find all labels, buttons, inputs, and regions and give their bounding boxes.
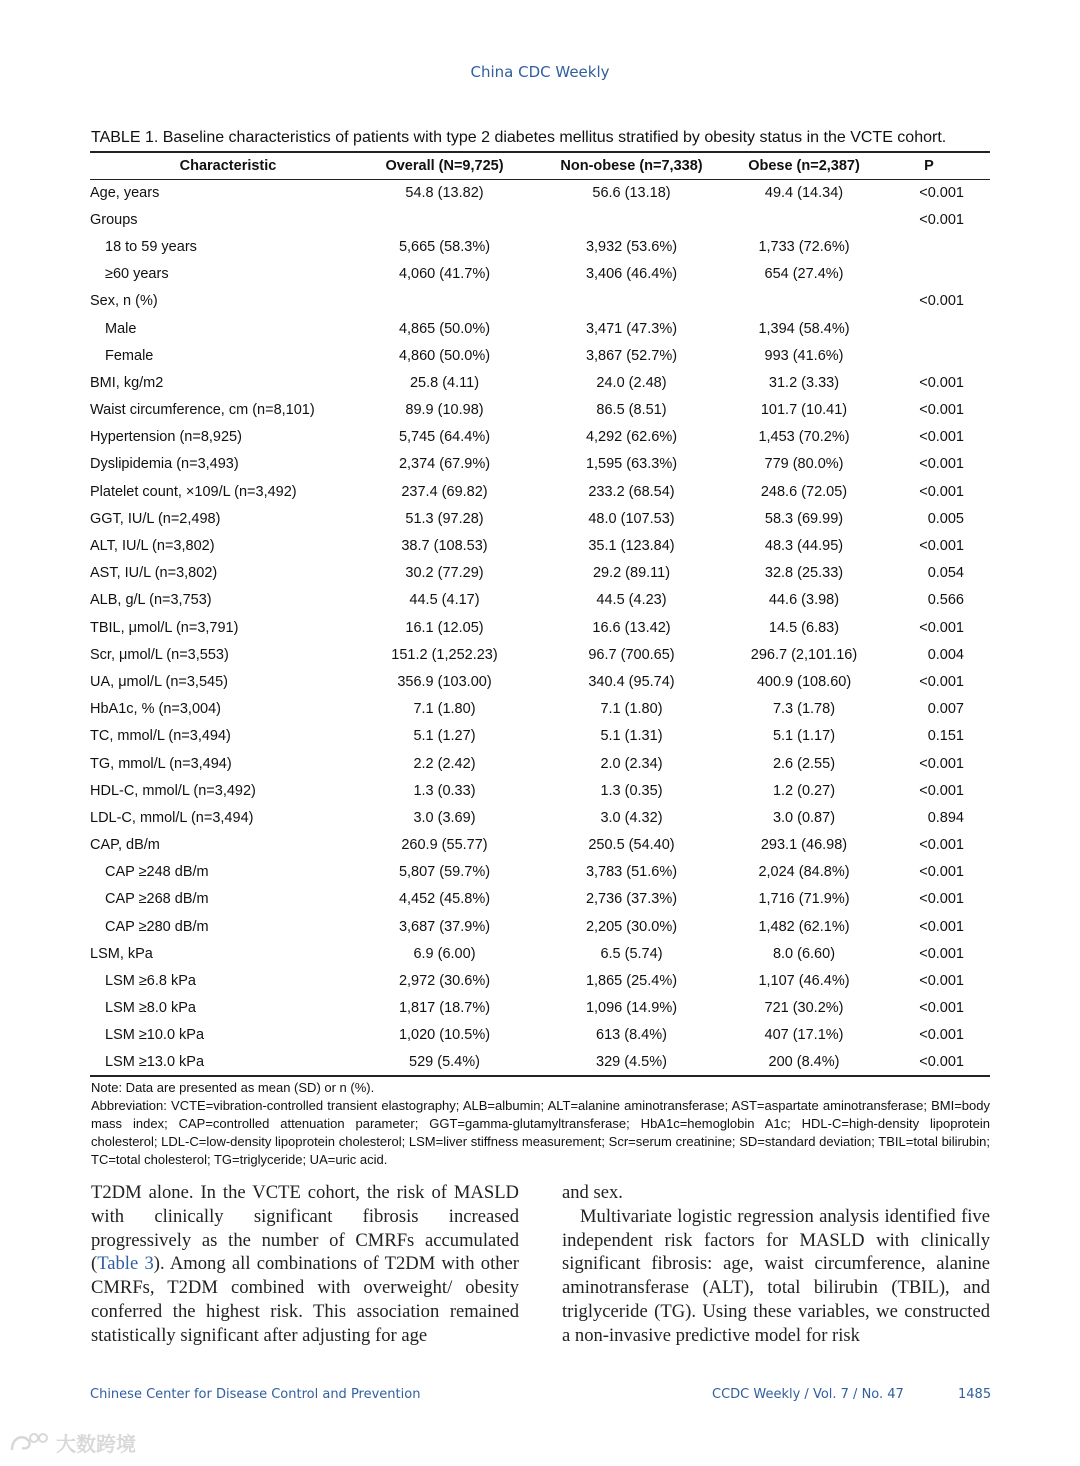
p-value-cell: 0.004 <box>927 646 964 663</box>
table-row <box>90 342 990 369</box>
non-obese-cell: 1,096 (14.9%) <box>585 1000 678 1017</box>
obese-cell: 49.4 (14.34) <box>764 184 844 201</box>
row-label: Groups <box>90 211 138 228</box>
row-label: LSM ≥10.0 kPa <box>105 1027 205 1044</box>
col-header-obese: Obese (n=2,387) <box>740 152 868 179</box>
row-label: LSM ≥13.0 kPa <box>90 1049 366 1076</box>
row-label: LDL-C, mmol/L (n=3,494) <box>90 809 254 826</box>
overall-cell: 2,972 (30.6%) <box>398 973 491 990</box>
overall-cell: 237.4 (69.82) <box>401 483 488 500</box>
body-paragraph-left <box>91 1181 519 1348</box>
overall-cell: 1.3 (0.33) <box>413 782 476 799</box>
row-label: TBIL, μmol/L (n=3,791) <box>90 619 239 636</box>
table-row <box>90 777 990 804</box>
table-row <box>90 967 990 994</box>
table-row <box>90 179 990 206</box>
overall-cell: 2,374 (67.9%) <box>398 456 491 473</box>
non-obese-cell: 3,932 (53.6%) <box>585 238 678 255</box>
row-label: AST, IU/L (n=3,802) <box>90 565 218 582</box>
p-value-cell: 0.054 <box>927 565 964 582</box>
p-value-cell: 0.005 <box>927 510 964 527</box>
table-row <box>90 940 990 967</box>
row-label: HDL-C, mmol/L (n=3,492) <box>90 782 256 799</box>
obese-cell: 7.3 (1.78) <box>772 701 836 718</box>
overall-cell: 4,452 (45.8%) <box>398 891 491 908</box>
table-row <box>90 614 990 641</box>
overall-cell: 3.0 (3.69) <box>413 809 476 826</box>
row-label: Sex, n (%) <box>90 293 158 310</box>
row-label: CAP, dB/m <box>90 837 160 854</box>
body-paragraph: Multivariate logistic regression analysis identified five independent risk factors for MASLD with clinically significant fibrosis: age, waist circumference, alanine aminotransferase (ALT), total bilirubin (TBIL), and triglyceride (TG). Using these variables, we constructed a non-invasive predictive model for risk <box>562 1205 990 1346</box>
p-value-cell: <0.001 <box>919 429 964 446</box>
p-value-cell: <0.001 <box>919 945 964 962</box>
table-row <box>90 696 990 723</box>
table-notes <box>91 1079 990 1169</box>
obese-cell: 44.6 (3.98) <box>768 592 840 609</box>
obese-cell: 1,716 (71.9%) <box>758 891 850 908</box>
table-row <box>90 750 990 777</box>
obese-cell: 296.7 (2,101.16) <box>750 646 858 663</box>
table-row <box>90 288 990 315</box>
overall-cell: 5,665 (58.3%) <box>398 238 491 255</box>
table-row <box>90 587 990 614</box>
row-label: LSM ≥6.8 kPa <box>105 973 196 990</box>
non-obese-cell: 3,471 (47.3%) <box>585 320 678 337</box>
non-obese-cell: 7.1 (1.80) <box>600 701 663 718</box>
body-column-left <box>91 1181 519 1348</box>
table-header-row <box>90 152 990 179</box>
non-obese-cell: 29.2 (89.11) <box>592 565 671 582</box>
body-column-right <box>562 1181 990 1348</box>
overall-cell: 25.8 (4.11) <box>409 374 480 391</box>
non-obese-cell: 35.1 (123.84) <box>588 538 675 555</box>
obese-cell: 48.3 (44.95) <box>764 538 844 555</box>
non-obese-cell: 6.5 (5.74) <box>600 945 663 962</box>
obese-cell <box>740 288 868 315</box>
obese-cell: 5.1 (1.17) <box>772 728 836 745</box>
overall-cell: 4,865 (50.0%) <box>398 320 491 337</box>
row-label: ≥60 years <box>105 266 169 283</box>
p-value-cell <box>868 342 990 369</box>
p-value-cell: <0.001 <box>919 211 964 228</box>
table-row <box>90 560 990 587</box>
table-abbreviation: Abbreviation: VCTE=vibration-controlled transient elastography; ALB=albumin; ALT=alanine aminotransferase; AST=aspartate aminotransferase; BMI=body mass index; CAP=controlled attenuation parameter; GGT=gamma-glutamyltransferase; HbA1c=hemoglobin A1c; HDL-C=high-density lipoprotein cholesterol; LDL-C=low-density lipoprotein cholesterol; LSM=liver stiffness measurement; Scr=serum creatinine; SD=standard deviation; TBIL=total bilirubin; TC=total cholesterol; TG=triglyceride; UA=uric acid. <box>91 1098 990 1167</box>
overall-cell: 1,817 (18.7%) <box>398 1000 491 1017</box>
table-row <box>90 1022 990 1049</box>
row-label: Male <box>105 320 137 337</box>
non-obese-cell: 1,595 (63.3%) <box>585 456 678 473</box>
p-value-cell: <0.001 <box>919 619 964 636</box>
table-row <box>90 886 990 913</box>
row-label: GGT, IU/L (n=2,498) <box>90 510 221 527</box>
non-obese-cell: 44.5 (4.23) <box>596 592 667 609</box>
non-obese-cell <box>523 288 740 315</box>
obese-cell: 200 (8.4%) <box>740 1049 868 1076</box>
overall-cell: 5,745 (64.4%) <box>398 429 491 446</box>
table-row <box>90 261 990 288</box>
row-label: TC, mmol/L (n=3,494) <box>90 728 231 745</box>
table-row <box>90 668 990 695</box>
non-obese-cell: 24.0 (2.48) <box>596 374 667 391</box>
non-obese-cell: 3,783 (51.6%) <box>585 864 678 881</box>
non-obese-cell: 340.4 (95.74) <box>588 673 675 690</box>
overall-cell: 529 (5.4%) <box>366 1049 523 1076</box>
overall-cell: 5,807 (59.7%) <box>398 864 491 881</box>
body-text: T2DM alone. In the VCTE cohort, the risk of MASLD with clinically significant fibrosis increased progressively as the number of CMRFs accumulated ( <box>91 1182 519 1275</box>
watermark-text: 大数跨境 <box>56 1432 136 1456</box>
non-obese-cell <box>523 206 740 233</box>
p-value-cell: <0.001 <box>919 837 964 854</box>
obese-cell: 1,394 (58.4%) <box>758 320 850 337</box>
table-row <box>90 451 990 478</box>
obese-cell: 1,107 (46.4%) <box>758 973 850 990</box>
non-obese-cell: 329 (4.5%) <box>523 1049 740 1076</box>
row-label: BMI, kg/m2 <box>90 374 164 391</box>
table-row <box>90 995 990 1022</box>
row-label: Female <box>105 347 154 364</box>
overall-cell: 151.2 (1,252.23) <box>391 646 498 663</box>
obese-cell: 400.9 (108.60) <box>756 673 852 690</box>
p-value-cell: <0.001 <box>868 1049 990 1076</box>
non-obese-cell: 1,865 (25.4%) <box>585 973 678 990</box>
non-obese-cell: 3,406 (46.4%) <box>585 266 678 283</box>
overall-cell: 54.8 (13.82) <box>405 184 484 201</box>
table-row <box>90 478 990 505</box>
overall-cell: 30.2 (77.29) <box>405 565 484 582</box>
obese-cell: 14.5 (6.83) <box>768 619 840 636</box>
p-value-cell: <0.001 <box>919 673 964 690</box>
overall-cell <box>366 288 523 315</box>
table-row <box>90 206 990 233</box>
row-label: TG, mmol/L (n=3,494) <box>90 755 232 772</box>
obese-cell: 2.6 (2.55) <box>772 755 836 772</box>
overall-cell: 3,687 (37.9%) <box>398 918 491 935</box>
col-header-non-obese: Non-obese (n=7,338) <box>523 152 740 179</box>
overall-cell: 4,860 (50.0%) <box>398 347 491 364</box>
p-value-cell: <0.001 <box>919 184 964 201</box>
overall-cell <box>366 206 523 233</box>
body-text: ). Among all combinations of T2DM with other CMRFs, T2DM combined with overweight/ obesity conferred the highest risk. This association remained statistically significant after adjusting for age <box>91 1253 519 1346</box>
overall-cell: 5.1 (1.27) <box>413 728 476 745</box>
non-obese-cell: 3,867 (52.7%) <box>585 347 678 364</box>
table-row <box>90 505 990 532</box>
p-value-cell: 0.007 <box>927 701 964 718</box>
non-obese-cell: 233.2 (68.54) <box>588 483 675 500</box>
non-obese-cell: 2,736 (37.3%) <box>585 891 678 908</box>
p-value-cell: <0.001 <box>919 538 964 555</box>
table-row <box>90 804 990 831</box>
non-obese-cell: 3.0 (4.32) <box>600 809 663 826</box>
p-value-cell: <0.001 <box>919 755 964 772</box>
overall-cell: 356.9 (103.00) <box>397 673 492 690</box>
table-row <box>90 424 990 451</box>
row-label: CAP ≥248 dB/m <box>105 864 209 881</box>
row-label: Dyslipidemia (n=3,493) <box>90 456 239 473</box>
table-row <box>90 832 990 859</box>
non-obese-cell: 613 (8.4%) <box>596 1027 667 1044</box>
watermark <box>8 1428 136 1457</box>
table-3-link[interactable]: Table 3 <box>97 1253 154 1275</box>
p-value-cell: 0.151 <box>927 728 964 745</box>
p-value-cell: <0.001 <box>919 864 964 881</box>
obese-cell: 248.6 (72.05) <box>760 483 848 500</box>
footer-org: Chinese Center for Disease Control and Prevention <box>90 1387 421 1402</box>
row-label: Platelet count, ×109/L (n=3,492) <box>90 483 297 500</box>
table-row <box>90 723 990 750</box>
overall-cell: 51.3 (97.28) <box>405 510 484 527</box>
obese-cell: 101.7 (10.41) <box>760 402 848 419</box>
overall-cell: 7.1 (1.80) <box>413 701 476 718</box>
table-row <box>90 315 990 342</box>
non-obese-cell: 16.6 (13.42) <box>592 619 671 636</box>
overall-cell: 38.7 (108.53) <box>401 538 488 555</box>
watermark-logo-icon <box>8 1430 52 1456</box>
overall-cell: 260.9 (55.77) <box>401 837 488 854</box>
p-value-cell: <0.001 <box>919 293 964 310</box>
p-value-cell: <0.001 <box>919 891 964 908</box>
obese-cell: 1,453 (70.2%) <box>758 429 850 446</box>
overall-cell: 89.9 (10.98) <box>405 402 484 419</box>
p-value-cell: <0.001 <box>919 374 964 391</box>
overall-cell: 4,060 (41.7%) <box>398 266 491 283</box>
table-caption: TABLE 1. Baseline characteristics of patients with type 2 diabetes mellitus stratified by obesity status in the VCTE cohort. <box>91 129 947 146</box>
obese-cell: 8.0 (6.60) <box>772 945 836 962</box>
p-value-cell: <0.001 <box>919 973 964 990</box>
table-row <box>90 913 990 940</box>
row-label: ALT, IU/L (n=3,802) <box>90 538 215 555</box>
table-row <box>90 532 990 559</box>
running-head: China CDC Weekly <box>470 63 610 81</box>
row-label: ALB, g/L (n=3,753) <box>90 592 212 609</box>
table-row <box>90 859 990 886</box>
obese-cell: 721 (30.2%) <box>764 1000 844 1017</box>
non-obese-cell: 86.5 (8.51) <box>596 402 667 419</box>
p-value-cell: 0.566 <box>927 592 964 609</box>
row-label: HbA1c, % (n=3,004) <box>90 701 221 718</box>
col-header-characteristic: Characteristic <box>90 152 366 179</box>
obese-cell: 3.0 (0.87) <box>772 809 836 826</box>
p-value-cell: <0.001 <box>919 1000 964 1017</box>
obese-cell: 779 (80.0%) <box>764 456 844 473</box>
non-obese-cell: 56.6 (13.18) <box>592 184 671 201</box>
row-label: UA, μmol/L (n=3,545) <box>90 673 228 690</box>
obese-cell: 2,024 (84.8%) <box>758 864 850 881</box>
obese-cell: 993 (41.6%) <box>764 347 844 364</box>
p-value-cell: <0.001 <box>919 402 964 419</box>
non-obese-cell: 2.0 (2.34) <box>600 755 663 772</box>
obese-cell: 293.1 (46.98) <box>760 837 848 854</box>
table-row <box>90 369 990 396</box>
obese-cell: 58.3 (69.99) <box>764 510 844 527</box>
p-value-cell <box>868 315 990 342</box>
overall-cell: 6.9 (6.00) <box>413 945 476 962</box>
non-obese-cell: 5.1 (1.31) <box>600 728 663 745</box>
row-label: Hypertension (n=8,925) <box>90 429 242 446</box>
p-value-cell: <0.001 <box>919 483 964 500</box>
table-note: Note: Data are presented as mean (SD) or n (%). <box>91 1080 375 1095</box>
row-label: 18 to 59 years <box>105 238 197 255</box>
table-row <box>90 1049 990 1076</box>
p-value-cell: 0.894 <box>927 809 964 826</box>
p-value-cell <box>868 233 990 260</box>
non-obese-cell: 1.3 (0.35) <box>600 782 663 799</box>
row-label: CAP ≥280 dB/m <box>105 918 209 935</box>
row-label: LSM ≥8.0 kPa <box>105 1000 196 1017</box>
overall-cell: 44.5 (4.17) <box>409 592 480 609</box>
p-value-cell: <0.001 <box>919 782 964 799</box>
row-label: CAP ≥268 dB/m <box>105 891 209 908</box>
non-obese-cell: 48.0 (107.53) <box>588 510 675 527</box>
non-obese-cell: 2,205 (30.0%) <box>585 918 678 935</box>
overall-cell: 16.1 (12.05) <box>405 619 484 636</box>
obese-cell: 1,482 (62.1%) <box>758 918 850 935</box>
row-label: Waist circumference, cm (n=8,101) <box>90 402 315 419</box>
body-paragraph: and sex. <box>562 1182 623 1203</box>
non-obese-cell: 96.7 (700.65) <box>588 646 675 663</box>
row-label: Age, years <box>90 184 160 201</box>
overall-cell: 2.2 (2.42) <box>413 755 476 772</box>
baseline-table <box>90 151 990 1077</box>
p-value-cell <box>868 261 990 288</box>
obese-cell: 31.2 (3.33) <box>768 374 840 391</box>
table-row <box>90 641 990 668</box>
obese-cell <box>740 206 868 233</box>
p-value-cell: <0.001 <box>919 918 964 935</box>
row-label: Scr, μmol/L (n=3,553) <box>90 646 229 663</box>
obese-cell: 32.8 (25.33) <box>764 565 844 582</box>
p-value-cell: <0.001 <box>919 1027 964 1044</box>
col-header-overall: Overall (N=9,725) <box>366 152 523 179</box>
obese-cell: 654 (27.4%) <box>764 266 844 283</box>
obese-cell: 1.2 (0.27) <box>772 782 836 799</box>
row-label: LSM, kPa <box>90 945 153 962</box>
footer-issue: CCDC Weekly / Vol. 7 / No. 47 <box>712 1387 904 1402</box>
table-row <box>90 233 990 260</box>
col-header-p: P <box>868 152 990 179</box>
obese-cell: 1,733 (72.6%) <box>758 238 850 255</box>
page-number: 1485 <box>958 1387 992 1402</box>
obese-cell: 407 (17.1%) <box>764 1027 844 1044</box>
p-value-cell: <0.001 <box>919 456 964 473</box>
non-obese-cell: 250.5 (54.40) <box>588 837 675 854</box>
overall-cell: 1,020 (10.5%) <box>398 1027 491 1044</box>
table-row <box>90 397 990 424</box>
non-obese-cell: 4,292 (62.6%) <box>585 429 678 446</box>
